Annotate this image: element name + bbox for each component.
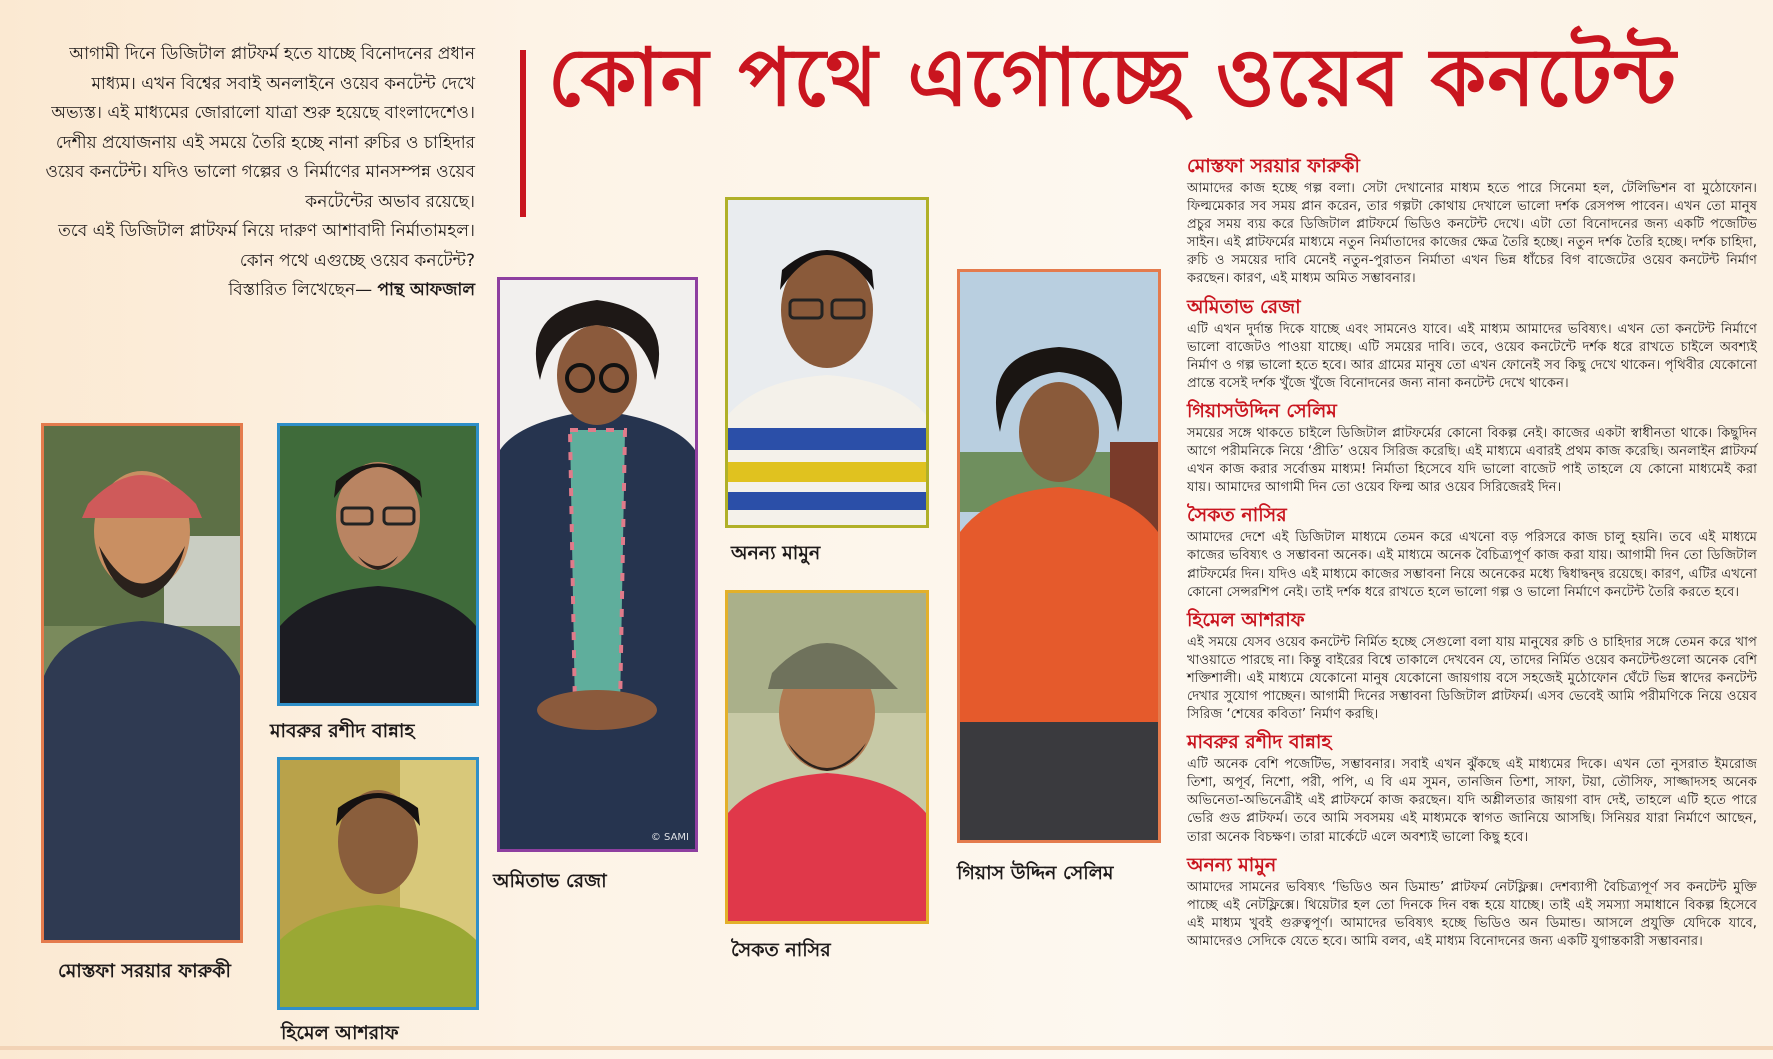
selim-portrait xyxy=(960,272,1158,840)
photo-mamun xyxy=(725,197,929,528)
quote-text: আমাদের কাজ হচ্ছে গল্প বলা। সেটা দেখানোর মাধ্যম হতে পারে সিনেমা হল, টেলিভিশন বা মুঠোফোন। ফিল্মমেকার সব সময় প্লান করেন, তার গল্পটা কোথায় দেখালে ভালো দর্শক রেসপন্স পাবেন। এখন তো মানুষ প্রচুর সময় ব্যয় করে ডিজিটাল প্লাটফর্মে ভিডিও কনটেন্ট দেখে। এটা তো বিনোদনের জন্য একটি পজেটিভ সাইন। এই প্লাটফর্মের মাধ্যমে নতুন নির্মাতাদের কাজের ক্ষেত্র তৈরি হচ্ছে। নতুন দর্শক তৈরি হচ্ছে। দর্শক চাহিদা, রুচি ও সময়ের দাবি মেনেই নতুন-পুরাতন নির্মাতা এখন ভিন্ন ধাঁচের বিগ বাজেটের ওয়েব কনটেন্ট নির্মাণ করছেন। কারণ, এই মাধ্যম অমিত সম্ভাবনার। xyxy=(1187,181,1757,287)
reza-portrait xyxy=(500,280,695,849)
quote-section xyxy=(1187,851,1757,951)
intro-author: পান্থ আফজাল xyxy=(377,280,475,300)
himel-portrait xyxy=(280,760,476,1007)
intro-paragraph: তবে এই ডিজিটাল প্লাটফর্ম নিয়ে দারুণ আশাবাদী নির্মাতামহল। কোন পথে এগুচ্ছে ওয়েব কনটেন্ট? xyxy=(58,221,475,271)
caption-nasir: সৈকত নাসির xyxy=(731,939,831,961)
quote-section xyxy=(1187,728,1757,846)
quote-speaker: হিমেল আশরাফ xyxy=(1187,608,1305,631)
quote-section xyxy=(1187,152,1757,289)
bottom-border xyxy=(0,1046,1773,1050)
quote-section xyxy=(1187,397,1757,497)
quotes-column xyxy=(1187,152,1757,955)
page-headline: কোন পথে এগোচ্ছে ওয়েব কনটেন্ট xyxy=(548,31,1677,124)
quote-section xyxy=(1187,606,1757,724)
photo-nasir xyxy=(725,590,929,924)
photo-himel xyxy=(277,757,479,1010)
quote-speaker: মোস্তফা সরয়ার ফারুকী xyxy=(1187,155,1360,177)
intro-byline: বিস্তারিত লিখেছেন— xyxy=(228,280,373,300)
photo-bannah xyxy=(277,423,479,706)
quote-speaker: অনন্য মামুন xyxy=(1187,853,1277,876)
quote-text: এটি অনেক বেশি পজেটিভ, সম্ভাবনার। সবাই এখন ঝুঁকছে এই মাধ্যমের দিকে। এখন তো নুসরাত ইমরোজ তিশা, অপূর্ব, নিশো, পরী, পপি, এ বি এম সুমন, তানজিন তিশা, সাফা, টয়া, তৌসিফ, সাজ্জাদসহ অনেক অভিনেতা-অভিনেত্রীই এই প্লাটফর্মে কাজ করছেন। যদি অশ্লীলতার জায়গা বাদ দেই, তাহলে এটি হতে পারে ভেরি গুড প্লাটফর্ম। তবে আমি সবসময় এই মাধ্যমকে স্বাগত জানিয়ে আসছি। সিনিয়র যারা নির্মাণে আছেন, তারা অনেক বিচক্ষণ। তারা মার্কেটে এলে অবশ্যই ভালো কিছু হবে। xyxy=(1187,757,1757,845)
caption-selim: গিয়াস উদ্দিন সেলিম xyxy=(957,862,1114,884)
quote-text: সময়ের সঙ্গে থাকতে চাইলে ডিজিটাল প্লাটফর্মের কোনো বিকল্প নেই। কাজের একটা স্বাধীনতা থাকে। কিছুদিন আগে পরীমনিকে নিয়ে ‘প্রীতি’ ওয়েব সিরিজ করেছি। এই মাধ্যমে এবারই প্রথম কাজ করেছি। অনলাইন প্লাটফর্ম এখন কাজ করার সর্বোত্তম মাধ্যম! নির্মাতা হিসেবে যদি ভালো বাজেট পাই তাহলে যে কোনো মাধ্যমেই করা যায়। আমাদের আগামী দিন তো ওয়েব ফিল্ম আর ওয়েব সিরিজেরই দিন। xyxy=(1187,425,1757,496)
intro-paragraph: আগামী দিনে ডিজিটাল প্লাটফর্ম হতে যাচ্ছে বিনোদনের প্রধান মাধ্যম। এখন বিশ্বের সবাই অনলাইনে ওয়েব কনটেন্ট দেখে অভ্যস্ত। এই মাধ্যমের জোরালো যাত্রা শুরু হয়েছে বাংলাদেশেও। দেশীয় প্রযোজনায় এই সময়ে তৈরি হচ্ছে নানা রুচির ও চাহিদার ওয়েব কনটেন্ট। যদিও ভালো গল্পের ও নির্মাণের মানসম্পন্ন ওয়েব কনটেন্টের অভাব রয়েছে। xyxy=(45,44,475,212)
quote-text: আমাদের সামনের ভবিষ্যৎ ‘ভিডিও অন ডিমান্ড’ প্লাটফর্ম নেটফ্লিক্স। দেশব্যাপী বৈচিত্র্যপূর্ণ সব কনটেন্ট মুক্তি পাচ্ছে এই নেটফ্লিক্সে। থিয়েটার হল তো দিনকে দিন বন্ধ হয়ে যাচ্ছে। তাই এই সমস্যা সমাধানে বিকল্প হিসেবে এই মাধ্যম খুবই গুরুত্বপূর্ণ। আমাদের ভবিষ্যৎ হচ্ছে ভিডিও অন ডিমান্ড। আসলে প্রযুক্তি যেদিকে যাবে, আমাদেরও সেদিকে যেতে হবে। আমি বলব, এই মাধ্যম বিনোদনের জন্য একটি যুগান্তকারী সম্ভাবনার। xyxy=(1187,879,1757,949)
mamun-portrait xyxy=(728,200,926,525)
intro-text xyxy=(40,40,475,306)
quote-speaker: গিয়াসউদ্দিন সেলিম xyxy=(1187,399,1337,422)
quote-speaker: অমিতাভ রেজা xyxy=(1187,295,1301,318)
headline-divider xyxy=(520,50,526,217)
caption-himel: হিমেল আশরাফ xyxy=(281,1022,399,1044)
nasir-portrait xyxy=(728,593,926,921)
quote-speaker: মাবরুর রশীদ বান্নাহ xyxy=(1187,731,1332,754)
quote-text: এটি এখন দুর্দান্ত দিকে যাচ্ছে এবং সামনেও যাবে। এই মাধ্যম আমাদের ভবিষ্যৎ। এখন তো কনটেন্ট নির্মাণে ভালো বাজেটও পাওয়া যাচ্ছে। এটি সময়ের দাবি। তবে, ওয়েব কনটেন্টে দর্শক ধরে রাখতে চাইলে অবশ্যই নির্মাণ ও গল্প ভালো হতে হবে। আর গ্রামের মানুষ তো এখন ফোনেই সব কিছু দেখে থাকেন। পৃথিবীর যেকোনো প্রান্তে বসেই দর্শক খুঁজে খুঁজে বিনোদনের জন্য নানা কনটেন্ট দেখে থাকেন। xyxy=(1187,321,1757,391)
farooki-portrait xyxy=(44,426,240,940)
caption-mamun: অনন্য মামুন xyxy=(731,542,821,564)
quote-text: এই সময়ে যেসব ওয়েব কনটেন্ট নির্মিত হচ্ছে সেগুলো বলা যায় মানুষের রুচি ও চাহিদার সঙ্গে তেমন করে খাপ খাওয়াতে পারছে না। কিন্তু বাইরের বিশ্বে তাকালে দেখবেন যে, তাদের নির্মিত ওয়েব কনটেন্টগুলো অনেক বেশি শক্তিশালী। এই মাধ্যমে যেকোনো মানুষ যেকোনো জায়গায় বসে সহজেই মুঠোফোন ঘেঁটে ভিন্ন স্বাদের কনটেন্ট দেখার সুযোগ পাচ্ছেন। আগামী দিনের সম্ভাবনা ডিজিটাল প্লাটফর্ম। এসব ভেবেই আমি পরীমণিকে নিয়ে ওয়েব সিরিজ ‘শেষের কবিতা’ নির্মাণ করছি। xyxy=(1187,634,1757,723)
photo-farooki xyxy=(41,423,243,943)
caption-farooki: মোস্তফা সরয়ার ফারুকী xyxy=(58,960,231,982)
photo-reza xyxy=(497,277,698,852)
quote-speaker: সৈকত নাসির xyxy=(1187,504,1287,527)
quote-section xyxy=(1187,501,1757,601)
caption-reza: অমিতাভ রেজা xyxy=(493,870,607,892)
bannah-portrait xyxy=(280,426,476,703)
quote-text: আমাদের দেশে এই ডিজিটাল মাধ্যমে তেমন করে এখনো বড় পরিসরে কাজ চালু হয়নি। তবে এই মাধ্যমে কাজের ভবিষ্যৎ ও সম্ভাবনা অনেক। এই মাধ্যমে অনেক বৈচিত্র্যপূর্ণ কাজ করা যায়। আগামী দিন তো ডিজিটাল প্লাটফর্মের দিন। যদিও এই মাধ্যমে কাজের সম্ভাবনা নিয়ে অনেকের মধ্যে দ্বিধাদ্বন্দ্ব রয়েছে। কারণ, এটির এখনো কোনো সেন্সরশিপ নেই। তাই দর্শক ধরে রাখতে হলে ভালো গল্প ও ভালো নির্মাণে কনটেন্ট তৈরি করতে হবে। xyxy=(1187,530,1757,600)
photo-credit: © SAMI xyxy=(650,832,689,843)
photo-selim xyxy=(957,269,1161,843)
quote-section xyxy=(1187,293,1757,393)
caption-bannah: মাবরুর রশীদ বান্নাহ xyxy=(270,720,415,742)
